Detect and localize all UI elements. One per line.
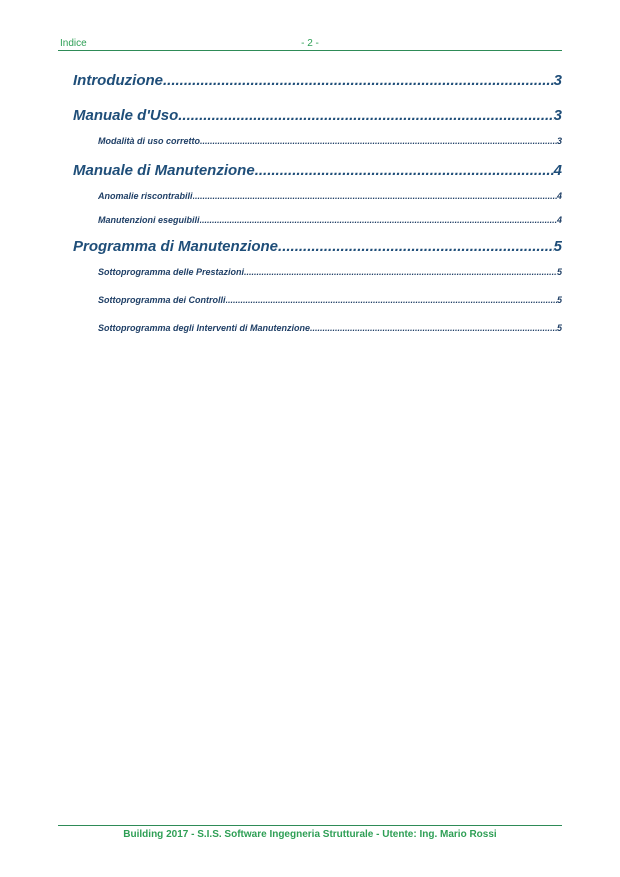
toc-entry-page: 5 <box>556 295 562 305</box>
header-page-number: - 2 - <box>301 38 319 49</box>
toc-leader-dots <box>178 107 553 125</box>
toc-entry-page: 5 <box>553 238 562 255</box>
toc-entry-sotto-interventi[interactable] <box>98 322 562 334</box>
toc-entry-introduzione[interactable] <box>73 72 562 90</box>
toc-entry-label: Manuale di Manutenzione <box>73 162 255 179</box>
toc-entry-sotto-prestazioni[interactable] <box>98 266 562 278</box>
toc-entry-label: Sottoprogramma delle Prestazioni <box>98 267 245 277</box>
toc-leader-dots <box>310 322 557 334</box>
toc-entry-page: 3 <box>553 107 562 124</box>
toc-leader-dots <box>278 238 554 256</box>
toc-entry-manutenzioni[interactable] <box>98 214 562 226</box>
toc-entry-label: Modalità di uso corretto <box>98 136 201 146</box>
toc-entry-label: Anomalie riscontrabili <box>98 191 193 201</box>
toc-entry-page: 4 <box>556 191 562 201</box>
toc-leader-dots <box>193 190 557 202</box>
toc-entry-sotto-controlli[interactable] <box>98 294 562 306</box>
toc-leader-dots <box>244 266 557 278</box>
toc-entry-label: Programma di Manutenzione <box>73 238 279 255</box>
toc-entry-anomalie[interactable] <box>98 190 562 202</box>
footer-text: Building 2017 - S.I.S. Software Ingegneria Strutturale - Utente: Ing. Mario Rossi <box>123 829 497 840</box>
toc-leader-dots <box>226 294 557 306</box>
toc-entry-label: Sottoprogramma degli Interventi di Manutenzione <box>98 323 311 333</box>
toc-leader-dots <box>255 162 554 180</box>
toc-entry-page: 3 <box>556 136 562 146</box>
page-footer <box>58 825 562 840</box>
toc-entry-page: 5 <box>556 267 562 277</box>
page-header <box>58 36 562 51</box>
toc-entry-label: Introduzione <box>73 72 163 89</box>
header-section-title: Indice <box>60 38 87 49</box>
toc-leader-dots <box>200 135 557 147</box>
toc-entry-manuale-manutenzione[interactable] <box>73 162 562 180</box>
table-of-contents <box>73 72 562 334</box>
toc-leader-dots <box>163 72 554 90</box>
toc-entry-programma[interactable] <box>73 238 562 256</box>
toc-entry-page: 4 <box>556 215 562 225</box>
toc-leader-dots <box>200 214 557 226</box>
toc-entry-label: Manuale d'Uso <box>73 107 179 124</box>
toc-entry-page: 5 <box>556 323 562 333</box>
toc-entry-label: Manutenzioni eseguibili <box>98 215 200 225</box>
toc-entry-manuale-uso[interactable] <box>73 107 562 125</box>
toc-entry-page: 3 <box>553 72 562 89</box>
toc-entry-modalita-uso[interactable] <box>98 135 562 147</box>
toc-entry-label: Sottoprogramma dei Controlli <box>98 295 226 305</box>
toc-entry-page: 4 <box>553 162 562 179</box>
